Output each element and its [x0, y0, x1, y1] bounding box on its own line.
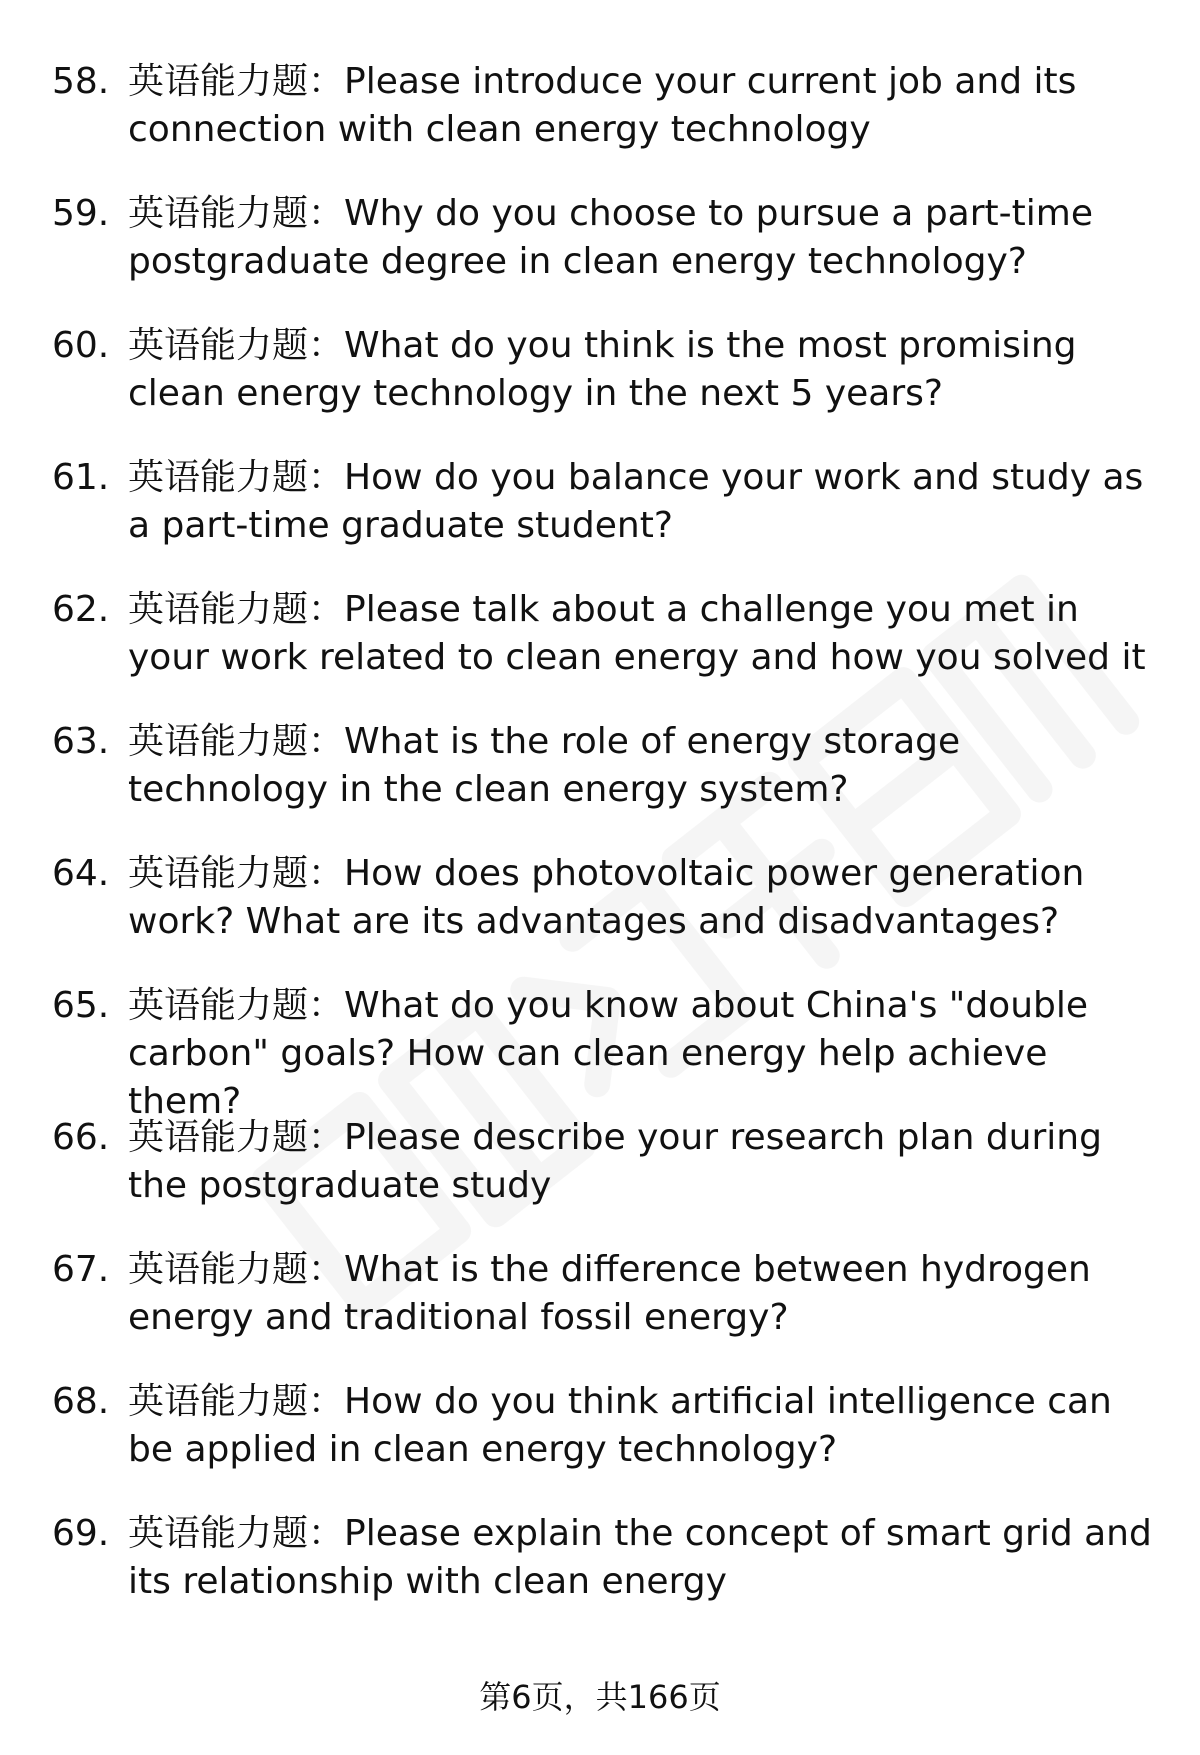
- list-item: [52, 982, 1162, 1122]
- question-number: 63.: [52, 721, 110, 762]
- question-number: 60.: [52, 325, 110, 366]
- question-category: 英语能力题：: [128, 1513, 345, 1554]
- question-category: 英语能力题：: [128, 589, 345, 630]
- question-category: 英语能力题：: [128, 61, 345, 102]
- page-number-label: 第6页，共166页: [479, 1678, 721, 1716]
- question-number: 65.: [52, 985, 110, 1026]
- question-number: 66.: [52, 1117, 110, 1158]
- question-text: How does photovoltaic power generation work? What are its advantages and disadvantages?: [128, 853, 1085, 942]
- list-item: [52, 1510, 1162, 1642]
- question-text: Please talk about a challenge you met in your work related to clean energy and how you solved it: [128, 589, 1146, 678]
- question-text: How do you think artificial intelligence can be applied in clean energy technology?: [128, 1381, 1112, 1470]
- question-body: [128, 190, 1162, 286]
- question-text: Please introduce your current job and its connection with clean energy technology: [128, 61, 1077, 150]
- question-number: 61.: [52, 457, 110, 498]
- question-category: 英语能力题：: [128, 193, 345, 234]
- question-category: 英语能力题：: [128, 985, 345, 1026]
- question-number: 58.: [52, 61, 110, 102]
- question-number: 68.: [52, 1381, 110, 1422]
- question-number: 59.: [52, 193, 110, 234]
- page-footer: [0, 1677, 1200, 1717]
- question-number: 67.: [52, 1249, 110, 1290]
- question-list: [52, 58, 1162, 1642]
- list-item: [52, 454, 1162, 586]
- list-item: [52, 718, 1162, 850]
- question-category: 英语能力题：: [128, 1249, 345, 1290]
- question-text: Please describe your research plan during the postgraduate study: [128, 1117, 1102, 1206]
- list-item: [52, 1246, 1162, 1378]
- question-body: [128, 850, 1162, 946]
- question-body: [128, 58, 1162, 154]
- question-body: [128, 718, 1162, 814]
- question-body: [128, 1378, 1162, 1474]
- question-category: 英语能力题：: [128, 325, 345, 366]
- question-number: 64.: [52, 853, 110, 894]
- question-text: What do you know about China's "double carbon" goals? How can clean energy help achieve them?: [128, 985, 1089, 1122]
- question-text: What do you think is the most promising clean energy technology in the next 5 years?: [128, 325, 1077, 414]
- question-category: 英语能力题：: [128, 1381, 345, 1422]
- list-item: [52, 1378, 1162, 1510]
- question-category: 英语能力题：: [128, 853, 345, 894]
- list-item: [52, 1114, 1162, 1246]
- question-text: What is the role of energy storage technology in the clean energy system?: [128, 721, 961, 810]
- question-number: 69.: [52, 1513, 110, 1554]
- list-item: [52, 850, 1162, 982]
- question-body: [128, 1510, 1162, 1606]
- question-text: Why do you choose to pursue a part-time postgraduate degree in clean energy technology?: [128, 193, 1093, 282]
- question-text: Please explain the concept of smart grid and its relationship with clean energy: [128, 1513, 1152, 1602]
- list-item: [52, 586, 1162, 718]
- question-text: What is the difference between hydrogen energy and traditional fossil energy?: [128, 1249, 1091, 1338]
- list-item: [52, 190, 1162, 322]
- question-body: [128, 1246, 1162, 1342]
- question-body: [128, 454, 1162, 550]
- question-number: 62.: [52, 589, 110, 630]
- list-item: [52, 58, 1162, 190]
- question-body: [128, 982, 1162, 1126]
- list-item: [52, 322, 1162, 454]
- question-category: 英语能力题：: [128, 1117, 345, 1158]
- question-category: 英语能力题：: [128, 721, 345, 762]
- question-body: [128, 322, 1162, 418]
- question-body: [128, 586, 1162, 682]
- question-text: How do you balance your work and study as a part-time graduate student?: [128, 457, 1144, 546]
- question-body: [128, 1114, 1162, 1210]
- question-category: 英语能力题：: [128, 457, 345, 498]
